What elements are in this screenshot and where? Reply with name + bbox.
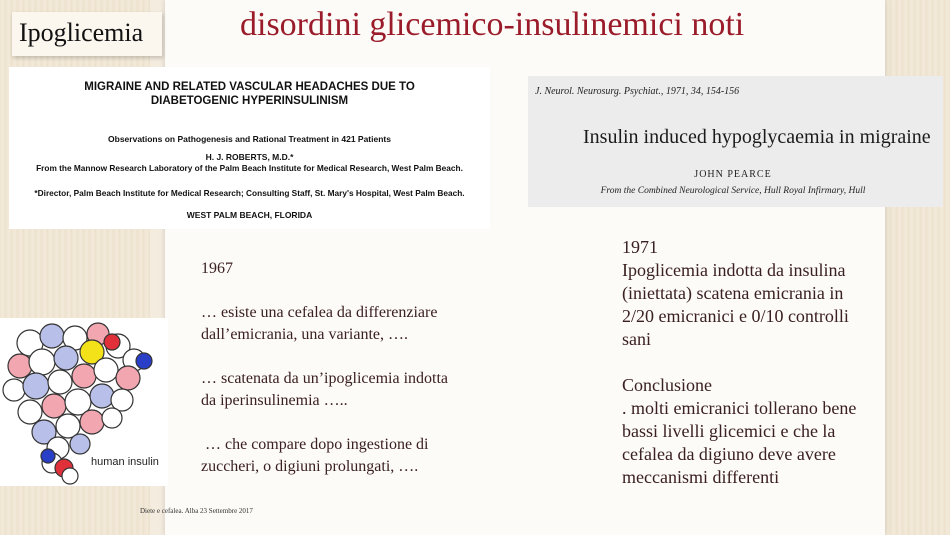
paper-pearce-author: JOHN PEARCE [694, 169, 772, 180]
left-p2-line2: da iperinsulinemia ….. [201, 392, 348, 409]
left-p2-line1: … scatenata da un’ipoglicemia indotta [201, 370, 449, 387]
paper-roberts-title [9, 80, 490, 108]
paper-roberts-title-line2: DIABETOGENIC HYPERINSULINISM [150, 95, 349, 107]
right-line1: Ipoglicemia indotta da insulina [622, 260, 846, 280]
right-line3: 2/20 emicranici e 0/10 controlli [622, 306, 849, 326]
right-line4: sani [622, 329, 651, 349]
topic-tag-label: Ipoglicemia [19, 18, 144, 47]
left-text-block [201, 258, 511, 478]
right-year: 1971 [622, 237, 658, 257]
left-year: 1967 [201, 260, 233, 277]
paper-roberts-excerpt [9, 67, 490, 229]
slide-title: disordini glicemico-insulinemici noti [240, 6, 745, 43]
paper-pearce-title: Insulin induced hypoglycaemia in migraine [583, 126, 931, 148]
paper-roberts-city: WEST PALM BEACH, FLORIDA [186, 210, 313, 220]
slide-footer: Diete e cefalea. Alba 23 Settembre 2017 [140, 507, 253, 515]
paper-roberts-title-line1: MIGRAINE AND RELATED VASCULAR HEADACHES DUE TO [84, 81, 415, 93]
conclusion-line3: cefalea da digiuno deve avere [622, 444, 836, 464]
right-text-block [622, 236, 922, 489]
left-p3-line2: zuccheri, o digiuni prolungati, …. [201, 458, 419, 475]
left-p3-line1: … che compare dopo ingestione di [201, 436, 429, 453]
left-p1-line2: dall’emicrania, una variante, …. [201, 326, 409, 343]
conclusion-title: Conclusione [622, 375, 712, 395]
right-line2: (iniettata) scatena emicrania in [622, 283, 844, 303]
paper-roberts-author: H. J. ROBERTS, M.D.* [205, 152, 294, 162]
topic-tag [12, 12, 162, 56]
paper-roberts-subtitle: Observations on Pathogenesis and Rational Treatment in 421 Patients [108, 134, 391, 144]
insulin-molecule-image [0, 318, 168, 486]
paper-pearce-excerpt [528, 76, 943, 207]
left-p1-line1: … esiste una cefalea da differenziare [201, 304, 438, 321]
conclusion-line4: meccanismi differenti [622, 467, 780, 487]
paper-roberts-affiliation: From the Mannow Research Laboratory of the Palm Beach Institute for Medical Research, West Palm Beach. [36, 163, 463, 173]
insulin-label: human insulin [91, 456, 159, 468]
paper-pearce-affiliation: From the Combined Neurological Service, Hull Royal Infirmary, Hull [600, 186, 866, 196]
conclusion-line2: bassi livelli glicemici e che la [622, 421, 836, 441]
conclusion-line1: . molti emicranici tollerano bene [622, 398, 857, 418]
paper-roberts-affiliation-note: *Director, Palm Beach Institute for Medical Research; Consulting Staff, St. Mary's Hospital, West Palm Beach. [34, 188, 465, 198]
paper-pearce-reference: J. Neurol. Neurosurg. Psychiat., 1971, 34, 154-156 [535, 86, 740, 97]
